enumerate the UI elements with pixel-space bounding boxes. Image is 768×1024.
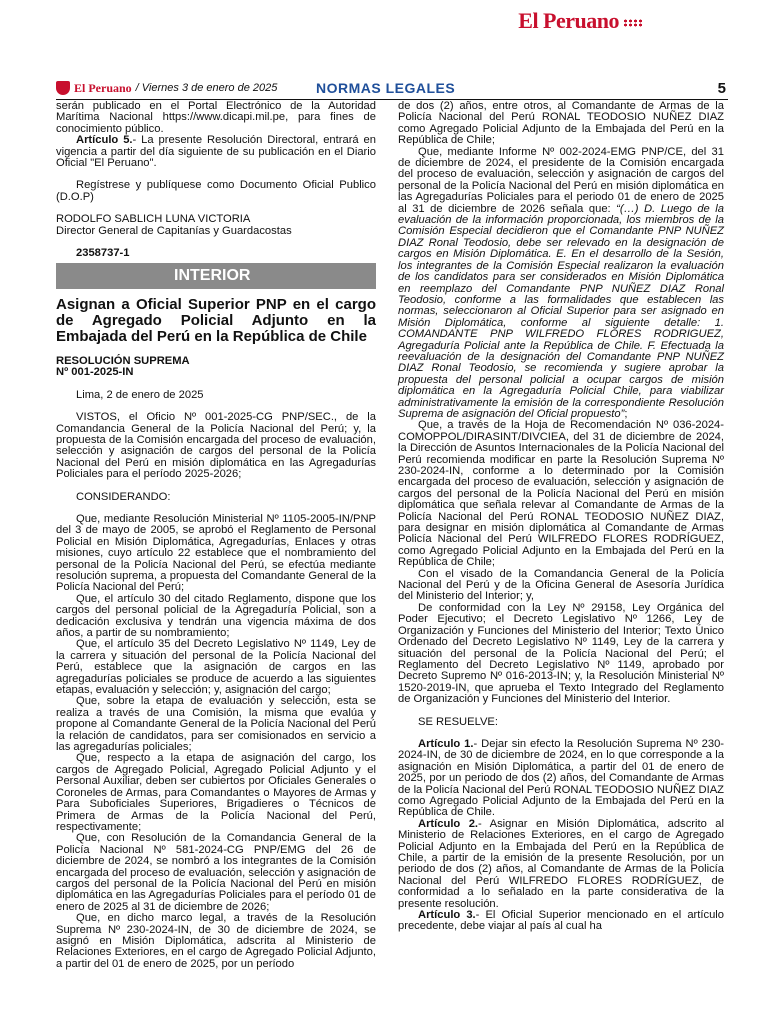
- paragraph: Que, respecto a la etapa de asignación del cargo, los cargos de Agregado Policial, Agregado Policial Adjunto y el Personal Auxiliar, deben ser cubiertos por Oficiales Generales o Coroneles de Armas, para Comandantes o Mayores de Armas y Para Suboficiales Superiores, Brigadieres o Técnicos de Primera de Armas de la Policía Nacional del Perú, respectivamente;: [56, 752, 376, 833]
- page-number: 5: [717, 79, 726, 97]
- paragraph: [398, 910, 724, 933]
- paragraph: [398, 147, 724, 421]
- resuelve-label: SE RESUELVE:: [418, 715, 498, 728]
- resolution-title: RESOLUCIÓN SUPREMA: [56, 354, 190, 367]
- article-label: Artículo 5.: [76, 134, 133, 147]
- paragraph: Que, el artículo 35 del Decreto Legislativo Nº 1149, Ley de la carrera y situación del personal de la Policía Nacional del Perú, establece que la asignación de cargos en las agregadurías policiales se produce de acuerdo a las siguientes etapas, evaluación y selección; y, asignación del cargo;: [56, 638, 376, 697]
- paragraph: Que, a través de la Hoja de Recomendación Nº 036-2024-COMOPPOL/DIRASINT/DIVCIEA, del 31 de diciembre de 2024, la Dirección de Asuntos Internacionales de la Policía Nacional del Perú recomienda modificar en parte la Resolución Suprema Nº 230-2024-IN, conforme a lo determinado por la Comisión encargada del proceso de evaluación, selección y asignación de cargos del personal de la Policía Nacional del Perú en misión diplomática que señala relevar al Comandante de Armas de la Policía Nacional del Perú RONAL TEODOSIO NUÑEZ DIAZ, para designar en misión diplomática al Comandante de Armas Policía Nacional del Perú WILFREDO FLORES RODRÍGUEZ, como Agregado Policial Adjunto en la Embajada del Perú en la República de Chile;: [398, 419, 724, 569]
- signer-name: RODOLFO SABLICH LUNA VICTORIA: [56, 213, 251, 226]
- logo-dots-icon: [623, 19, 643, 27]
- paragraph: VISTOS, el Oficio Nº 001-2025-CG PNP/SEC., de la Comandancia General de la Policía Nacional del Perú; y, la propuesta de la Comisión encargada del proceso de evaluación, selección y asignación de cargos del personal de la Policía Nacional del Perú en misión diplomática en las Agregadurías Policiales para el período 2025-2026;: [56, 411, 376, 481]
- paragraph: Que, en dicho marco legal, a través de la Resolución Suprema Nº 230-2024-IN, de 30 de diciembre de 2024, se asignó en Misión Diplomática, adscrita al Ministerio de Relaciones Exteriores, en el cargo de Agregado Policial Adjunto, a partir del 01 de enero de 2025, por un período: [56, 912, 376, 970]
- section-band: INTERIOR: [56, 263, 376, 288]
- document-code: 2358737-1: [76, 247, 130, 260]
- article-text: - Asignar en Misión Diplomática, adscrito al Ministerio de Relaciones Exteriores, en el cargo de Agregado Policial Adjunto en la Embajada del Perú en la República de Chile, a partir de la emisión de la presente Resolución, por un periodo de dos (2) años, al Comandante de Armas de la Policía Nacional del Perú WILFREDO FLORES RODRÍGUEZ, de conformidad a lo señalado en la parte considerativa de la presente resolución.: [398, 817, 724, 910]
- paragraph: de dos (2) años, entre otros, al Comandante de Armas de la Policía Nacional del Perú RONAL TEODOSIO NUÑEZ DIAZ como Agregado Policial Adjunto de la Embajada del Perú en la República de Chile;: [398, 100, 724, 147]
- paragraph: Que, el artículo 30 del citado Reglamento, dispone que los cargos del personal policial de la Agregaduría Policial, son a dedicación exclusiva y tendrán una vigencia máxima de dos años, a partir de su nombramiento;: [56, 592, 376, 639]
- paragraph: serán publicado en el Portal Electrónico de la Autoridad Marítima Nacional https://www.dicapi.mil.pe, para fines de conocimiento público.: [56, 100, 376, 135]
- paragraph-text: Que, mediante Informe Nº 002-2024-EMG PNP/CE, del 31 de diciembre de 2024, el presidente de la Comisión encargada del proceso de evaluación, selección y asignación de cargos del personal de la Policía Nacional del Perú en misión diplomática en las Agregadurías Policiales para el periodo 01 de enero de 2025 al 31 de diciembre de 2026 señala que:: [398, 145, 724, 215]
- article-label: Artículo 2.: [418, 817, 479, 830]
- article-text: - El Oficial Superior mencionado en el artículo precedente, debe viajar al país al cual ha: [398, 909, 725, 933]
- masthead-logo: El Peruano: [518, 8, 643, 34]
- header-brand: El Peruano: [74, 80, 132, 95]
- right-column: [398, 101, 724, 933]
- quoted-text: “(…) D. Luego de la evaluación de la información proporcionada, los miembros de la Comisión Especial decidieron que el Comandante PNP NUÑEZ DIAZ Ronal Teodosio, debe ser relevado en la designación de cargos en Misión Diplomática. E. En el desarrollo de la Sesión, los integrantes de la Comisión Especial realizaron la evaluación de los candidatos para ser considerados en Misión Diplomática en reemplazo del Comandante PNP NUÑEZ DIAZ Ronal Teodosio, conforme a las formalidades que establecen las normas, seleccionaron al Oficial Superior para ser asignado en Misión Diplomática, conforme al siguiente detalle: 1. COMANDANTE PNP WILFREDO FLORES RODRIGUEZ, Agregaduría Policial ante la República de Chile. F. Efectuada la reevaluación de la designación del Comandante PNP NUÑEZ DIAZ Ronal Teodosio, se recomienda y sugiere aprobar la propuesta del personal policial a ocupar cargos de misión diplomática en la Agregaduría Policial Chile, para viabilizar administrativamente la emisión de la correspondiente Resolución Suprema de asignación del Oficial propuesto”: [398, 202, 724, 420]
- signer-title: Director General de Capitanías y Guardacostas: [56, 224, 292, 237]
- paragraph: Que, con Resolución de la Comandancia General de la Policía Nacional Nº 581-2024-CG PNP/EMG del 26 de diciembre de 2024, se nombró a los integrantes de la Comisión encargada del proceso de evaluación, selección y asignación de cargos del personal de la Policía Nacional del Perú en misión diplomática en las Agregadurías Policiales para el período 01 de enero de 2025 al 31 de diciembre de 2026;: [56, 832, 376, 913]
- article-text: - Dejar sin efecto la Resolución Suprema Nº 230-2024-IN, de 30 de diciembre de 2024, en lo que corresponde a la asignación en Misión Diplomática, a partir del 01 de enero de 2025, por un periodo de dos (2) años, del Comandante de Armas de la Policía Nacional del Perú RONAL TEODOSIO NUÑEZ DIAZ como Agregado Policial Adjunto de la Embajada del Perú en la República de Chile.: [398, 737, 725, 819]
- article-label: Artículo 3.: [418, 909, 476, 922]
- section-title: NORMAS LEGALES: [316, 80, 456, 96]
- article-label: Artículo 1.: [418, 737, 474, 750]
- paragraph-text: ;: [624, 407, 628, 420]
- article-heading: Asignan a Oficial Superior PNP en el cargo de Agregado Policial Adjunto en la Embajada del Perú en la República de Chile: [56, 295, 376, 345]
- paragraph: De conformidad con la Ley Nº 29158, Ley Orgánica del Poder Ejecutivo; el Decreto Legislativo Nº 1266, Ley de Organización y Funciones del Ministerio del Interior; Texto Único Ordenado del Decreto Legislativo Nº 1149, Ley de la carrera y situación del personal de la Policía Nacional del Perú; el Reglamento del Decreto Legislativo Nº 1149, aprobado por Decreto Supremo Nº 016-2013-IN; y, la Resolución Ministerial Nº 1520-2019-IN, que aprueba el Texto Integrado del Reglamento de Organización y Funciones del Ministerio del Interior.: [398, 601, 724, 706]
- paragraph: Regístrese y publíquese como Documento Oficial Publico (D.O.P): [56, 179, 376, 203]
- resolution-number: Nº 001-2025-IN: [56, 366, 134, 379]
- page-header: [56, 78, 728, 98]
- article-text: - La presente Resolución Directoral, entrará en vigencia a partir del día siguiente de su publicación en el Diario Oficial "El Peruano".: [56, 134, 377, 170]
- paragraph: [398, 819, 724, 910]
- shield-icon: [56, 81, 70, 95]
- header-logo: [56, 81, 132, 96]
- paragraph: Que, mediante Resolución Ministerial Nº 1105-2005-IN/PNP del 3 de mayo de 2005, se aprobó el Reglamento de Personal Policial en Misión Diplomática, Agregadurías, Enlaces y otras misiones, cuyo artículo 22 establece que el nombramiento del personal de la Policía Nacional del Perú, se efectúa mediante resolución suprema, a propuesta del Comandante General de la Policía Nacional del Perú;: [56, 512, 376, 594]
- left-column: [56, 101, 376, 970]
- paragraph: Con el visado de la Comandancia General de la Policía Nacional del Perú y de la Oficina General de Asesoría Jurídica del Ministerio del Interior; y,: [398, 567, 724, 603]
- paragraph: [56, 135, 376, 169]
- considerando-label: CONSIDERANDO:: [76, 490, 171, 503]
- header-date: / Viernes 3 de enero de 2025: [135, 82, 278, 94]
- paragraph: Que, sobre la etapa de evaluación y selección, esta se realiza a través de una Comisión, la misma que evalúa y propone al Comandante General de la Policía Nacional del Perú la relación de candidatos, para ser comisionados en servicio a las agregadurías policiales;: [56, 695, 376, 754]
- paragraph: [398, 739, 724, 819]
- place-date: Lima, 2 de enero de 2025: [76, 388, 204, 401]
